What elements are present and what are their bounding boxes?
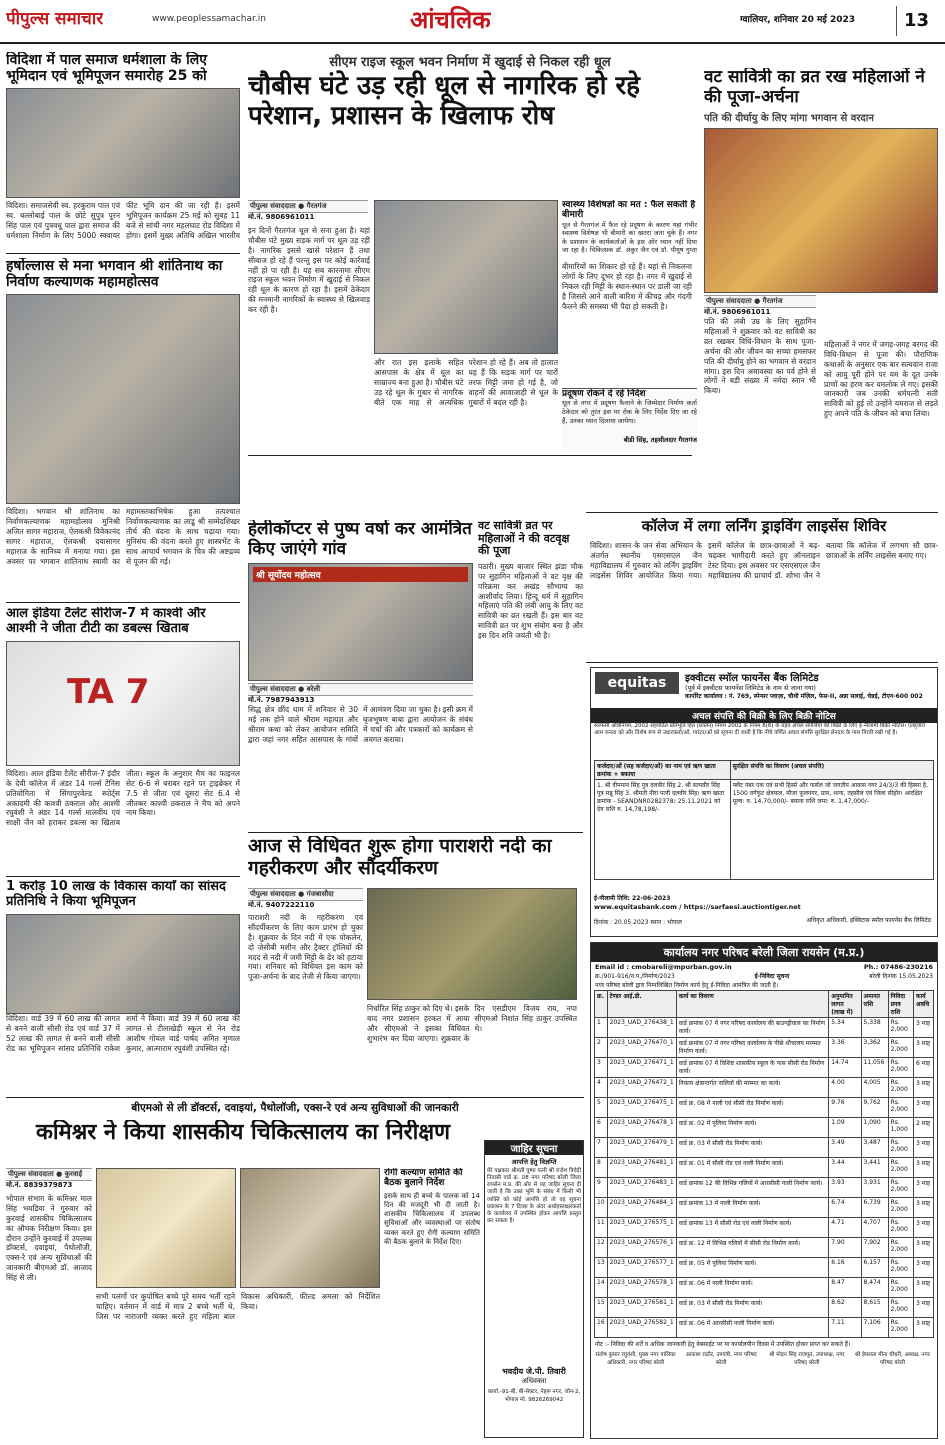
table-cell: 3 माह [914,1098,934,1118]
table-cell: 3,441 [861,1158,888,1178]
table-row [595,1078,934,1098]
banner-text: TA 7 [67,671,150,712]
table-cell: 2023_UAD_276471_1 [607,1058,676,1078]
table-cell: वार्ड क्रमांक 07 में नगर परिषद कार्यालय के पीछे शौचालय मरम्मत निर्माण कार्य। [676,1038,829,1058]
table-cell: 2023_UAD_276483_1 [607,1178,676,1198]
headline: चौबीस घंटे उड़ रही धूल से नागरिक हो रहे परेशान, प्रशासन के खिलाफ रोष [248,71,640,131]
table-cell: 8.47 [829,1278,861,1298]
table-cell: Rs. 2,000 [888,1098,913,1118]
tender-col-header: अमानत राशि [861,991,888,1018]
body: सिद्ध क्षेत्र छींद धाम में शनिवार से 30 मई तक होने वाले श्रीराम महायज्ञ और श्रीराम कथा को लेकर आयोजन समिति द्वारा जहां नगर सहित आसपास के गांवों में आमंत्रण दिया जा चुका है। इसी क्रम में बृजभूषण बाबा द्वारा आयोजन के संबंध में चर्चा की और पत्रकारों को कार्यक्रम से अवगत कराया। [248,705,473,744]
tender-title: कार्यालय नगर परिषद बरेली जिला रायसेन (म.प्र.) [591,943,937,962]
pollution-box [562,388,697,452]
jahir-sign: भवदीय जे.पी. तिवारी [502,1367,566,1376]
article-helicopter [248,520,473,820]
notice-title: अचल संपत्ति की बिक्री के लिए बिक्री नोटिस [591,708,937,723]
article-vat-savitri-1 [478,520,583,830]
notice-table [594,760,934,880]
table-cell: 11,056 [861,1058,888,1078]
article-bhoomipujan [6,880,240,1032]
headline: वट सावित्री व्रत पर महिलाओं ने की वटवृक्ष की पूजा [478,520,570,558]
table-cell: 3.93 [829,1178,861,1198]
table-cell: 4.00 [829,1078,861,1098]
article-shantinath [6,258,240,598]
table-cell: 3 [595,1058,608,1078]
tender-date: बरेली दिनांक 15.05.2023 [869,973,933,980]
table-row [595,1278,934,1298]
table-cell: 2023_UAD_276478_1 [607,1118,676,1138]
table-cell: 11 [595,1218,608,1238]
table-cell: Rs. 2,000 [888,1258,913,1278]
table-cell: 2023_UAD_276575_1 [607,1218,676,1238]
table-cell: Rs. 2,000 [888,1078,913,1098]
body: विदिशा। शासन के जन सेवा अभियान के अंतर्गत स्थानीय एसएसएल जैन महाविद्यालय में गुरुवार को लर्निंग ड्राइविंग लाइसेंस शिविर आयोजित किया गया। इसमें कॉलेज के छात्र-छात्राओं ने बढ़-चढ़कर भागीदारी करते हुए ऑनलाइन टेस्ट दिया। इस अवसर पर एसएसएल जैन महाविद्यालय की प्राचार्य डॉ. शोभा जैन ने बताया कि कॉलेज में लगभग सौ छात्र-छात्राओं के लर्निंग लाइसेंस बनाए गए। [590,541,938,580]
tender-col-header: क्र. [595,991,608,1018]
photo [248,563,473,681]
table-cell: 3.44 [829,1158,861,1178]
photo [6,914,240,1014]
body: पति की लंबी उम्र के लिए सुहागिन महिलाओं ने शुक्रवार को वट सावित्री का व्रत रखकर विधि-विधान के साथ पूजा-अर्चना की और जीवन का सच्चा हमसफर पति की दीर्घायु होने का भगवान से वरदान मांगा। इस दिन अमावस्या का पर्व होने से लोगों ने बड़ी संख्या में नर्मदा स्नान भी किया। [704,317,816,396]
headline: कॉलेज में लगा लर्निंग ड्राइविंग लाइसेंस शिविर [641,518,887,535]
tender-email: Email id : cmobareli@mpurban.gov.in [595,963,732,971]
table-cell: वार्ड क्र. 06 में आरसीसी नाली निर्माण कार्य। [676,1318,829,1338]
table-row [595,1238,934,1258]
table-cell: वार्ड क्र. 05 में पुलिया निर्माण कार्य। [676,1258,829,1278]
auction-date: ई-नीलामी तिथि: 22-06-2023 [594,895,671,902]
tender-notice-label: ई-निविदा सूचना [754,973,790,980]
byline: पीपुल्स संवाददाता ● बरेली [248,683,473,696]
hospital-byline: पीपुल्स संवाददाता ● कुरवाई [6,1168,92,1181]
table-cell: 5.34 [829,1018,861,1038]
table-cell: Rs. 2,000 [888,1238,913,1258]
table-cell: 3 माह [914,1218,934,1238]
tender-note: नोट :- निविदा की शर्तें व अधिक जानकारी हेतु वेबसाईट पर या कार्यालयीन दिवस में उपस्थित होकर प्राप्त कर सकते हैं। [595,1341,851,1348]
body: विदिशा। भगवान श्री शांतिनाथ का निर्वाणकल्याणक महामहोत्सव मुनिश्री अजित सागर महाराज, ऐलकश्री विवेकानंद सागर महाराज, ऐलकश्री दयासागर महाराज के सानिध्य में मनाया गया। इस अवसर पर भगवान शांतिनाथ स्वामी का महामस्तकाभिषेक हुआ तत्पश्चात निर्वाणकल्याणक का लाडू श्री सम्मेदशिखर तीर्थ की वंदना के साथ चढ़ाया गया। मुनिसंघ की वंदना करते हुए शास्त्रभेंट के साथ आचार्य भगवान के चित्र की अष्टद्रव्य से पूजन की गई। [6,507,240,566]
table-cell: 2023_UAD_276577_1 [607,1258,676,1278]
photo [6,88,240,198]
place-date: दिनांक : 20.05.2023 स्थान : भोपाल [594,919,682,926]
box-body: इसके साथ ही बच्चे के पालक को 14 दिन की मजदूरी भी दी जाती है। शासकीय चिकित्सालय में उपलब्ध सुविधाओं और व्यवस्थाओं पर संतोष व्यक्त करते हुए रोगी कल्याण समिति की बैठक बुलाने के निर्देश दिए। [384,1191,480,1246]
table-cell: 2023_UAD_276481_1 [607,1158,676,1178]
jahir-subtitle: आपत्ति हेतु विज्ञप्ति [511,1158,557,1166]
hospital-photo-2 [240,1168,380,1288]
table-cell: वार्ड क्र. 03 में सीसी रोड निर्माण कार्य। [676,1298,829,1318]
mobile: मो.नं. 7987943913 [248,696,315,705]
table-cell: 8.62 [829,1298,861,1318]
section-title: आंचलिक [410,6,491,34]
jahir-sign2: अधिवक्ता [521,1377,547,1385]
table-cell: 3.49 [829,1138,861,1158]
tender-col-header: अनुमानित लागत (लाख में) [829,991,861,1018]
photo [6,641,240,766]
table-cell: वार्ड क्रमांक 13 में नाली निर्माण कार्य। [676,1198,829,1218]
body: विदिशा। आल इंडिया टैलेंट सीरीज-7 इंदौर के देवी कॉलेज में अंडर 14 गर्ल्स टेनिस प्रतियोगिता में सिंगापुरवेल्ड स्पोर्ट्स अकादमी की काश्वी ठकराल और आश्मी रघुवंशी ने अंडर 14 गर्ल्स मालवीय एवं साक्षी जैन को हराकर डबल्स का खिताब जीता। स्कूल के अनुशार मैच का फाइनल सेट 6-6 से बराबर रहने पर ट्राइब्रेकर में 7.5 से जीता एवं दूसरा सेट 6.4 से जीतकर काश्वी ठकराल ने मैच को अपने नाम किया। [6,768,240,828]
table-cell: 2 माह [914,1118,934,1138]
table-cell: Rs. 2,000 [888,1138,913,1158]
article-bhoomipujan-body: विदिशा। वार्ड 39 में 60 लाख की लागत से बनने वाली सीसी रोड एवं वार्ड 37 में 52 लाख की लागत से बनने वाली सीसी रोड का भूमिपूजन सांसद प्रतिनिधि राकेश शर्मा ने किया। वार्ड 39 में 60 लाख की लागत से टीलाखेड़ी स्कूल से नेन रोड आशीष गोयल वार्ड पार्षद अमित मृणाल कुमार, आत्माराम रघुवंशी उपस्थित रहे। [6,1014,240,1053]
hospital-box [384,1168,480,1438]
table-cell: 16 [595,1318,608,1338]
table-cell: 3 माह [914,1178,934,1198]
byline: पीपुल्स संवाददाता ● गैरतगंज [704,295,816,308]
byline: पीपुल्स संवाददाता ● गैरतगंज [248,200,368,213]
bank-name: इक्वीटस स्मॉल फायनेंस बैंक लिमिटेड [685,673,819,684]
table-cell: 4 [595,1078,608,1098]
table-cell: 5,338 [861,1018,888,1038]
table-row [595,1258,934,1278]
table-cell: वार्ड क्र. 01 में सीसी रोड एवं नाली निर्माण कार्य। [676,1158,829,1178]
hospital-body2: सभी पलंगों पर कुपोषित बच्चे पूरे समय भर्ती रहने चाहिए। वर्तमान में वार्ड में मात्र 2 बच्चे भर्ती थे, जिस पर नाराजगी व्यक्त करते हुए महिला बाल विकास अधिकारी, फील्ड अमला को निर्देशित किया। [96,1292,380,1321]
signatory: संतोष कुमार रघुवंशी, मुख्य नगर पालिका अधिकारी, नगर परिषद बरेली [595,1352,676,1366]
jahir-suchna [484,1140,584,1438]
photo [6,294,240,504]
river-mobile: मो.नं. 9407222110 [248,901,315,909]
body2: और रात इस इलाके सहित आसपास के क्षेत्र में धूल का साम्राज्य बना हुआ है। चौबीस घंटे उड़ रहे धूल के गुबार से नागरिक बीते एक माह से अत्यधिक परेशान हो रहे हैं। अब तो हालात यह हैं कि सड़क मार्ग पर चारों तरफ मिट्टी जमा हो गई है, जो वाहनों की आवाजाही से धूल के गुबारों में बदल रही है। [374,358,558,407]
table-cell: वार्ड क्रमांक 12 की विभिन्न गलियों में आरसीसी नाली निर्माण कार्य। [676,1178,829,1198]
banner: श्री सूर्योदय महोत्सव [253,567,468,582]
signatory: श्री हेमलता मीना चौधरी, अध्यक्ष, नगर परिषद बरेली [854,1352,930,1366]
table-cell: 2023_UAD_276578_1 [607,1278,676,1298]
mobile: मो.नं. 9806961011 [248,213,315,221]
table-cell: Rs. 2,000 [888,1318,913,1338]
equitas-notice [590,667,938,937]
table-cell: 3 माह [914,1078,934,1098]
body3: बीमारियों का शिकार हो रहे हैं। यहां से निकलना लोगों के लिए दूभर हो रहा है। नगर में खुदाई से निकल रही मिट्टी के स्थान-स्थान पर डाली जा रही है जिससे आने वाली बारिश में कीचड़ और गंदगी फैलने की समस्या भी पैदा हो सकती है। [562,262,692,311]
table-cell: 6,157 [861,1258,888,1278]
table-cell: 7 [595,1138,608,1158]
table-cell: 1,090 [861,1118,888,1138]
jahir-body: मेरे पक्षकार श्रीमती पुष्पा पत्नी श्री राजेश त्रिवेदी निवासी वार्ड क्र. 08 नगर परिषद बरेली जिला रायसेन म.प्र. की ओर से यह जाहिर सूचना दी जाती है कि उक्त भूमि के संबंध में किसी भी व्यक्ति को कोई आपत्ति हो तो वह सूचना प्रकाशन के 7 दिवस के अंदर अधोहस्ताक्षरकर्ता के कार्यालय में उपस्थित होकर आपत्ति प्रस्तुत कर सकता है। [487,1168,581,1224]
table-cell: 2023_UAD_276438_1 [607,1018,676,1038]
page-number: 13 [896,6,936,36]
table-cell: 14.74 [829,1058,861,1078]
tender-phone: Ph.: 07486-230216 [863,963,933,971]
table-cell: 3,931 [861,1178,888,1198]
box-body: धूल से नगर में प्रदूषण फैलाने के जिम्मेदार निर्माण कर्ता ठेकेदार को तुरंत इस पर रोक के लिए निर्देश दिए जा रहे हैं, उनका ध्यान दिलाया जायेगा। [562,399,697,425]
table-cell: वार्ड क्रमांक 13 में सीसी रोड एवं नाली निर्माण कार्य। [676,1218,829,1238]
jahir-addr: कार्या.-91-बी, बी-सेक्टर, नेहरू नगर, जोन-2, भोपाल मो. 9826269042 [487,1389,581,1403]
table-cell: निकाय क्षेत्रान्तर्गत नालियों की मरम्मत का कार्य। [676,1078,829,1098]
river-byline: पीपुल्स संवाददाता ● गंजबासौदा [248,888,363,901]
box-head: रोगी कल्याण समिति की बैठक बुलाने निर्देश [384,1168,463,1189]
table-cell: 6.16 [829,1258,861,1278]
notice-body: सरफेसी अधिनियम, 2002 सहपठित प्रतिभूति हित (प्रवर्तन) नियम 2002 के नियम 8(6) के तहत अचल संपत्तियों की बिक्री के लिए ई-नीलामी बिक्री नोटिस। एतद्द्वारा आम जनता को और विशेष रूप से उधारकर्ता/ओं, गारंटर/ओं को सूचना दी जाती है कि नीचे वर्णित अचल संपत्ति सुरक्षित लेनदार के पास गिरवी रखी गई है। [594,723,925,737]
headline: आल इंडिया टैलेंट सीरीज-7 में काश्वी और आश्मी ने जीता टीटी का डबल्स खिताब [6,607,206,636]
table-cell: वार्ड क्र. 08 में नाली एवं सीसी रोड निर्माण कार्य। [676,1098,829,1118]
table-row [595,1158,934,1178]
tender-intro: नगर परिषद बरेली द्वारा निम्नलिखित निर्माण कार्य हेतु ई-निविदा आमंत्रित की जाती है। [595,982,779,989]
kicker: पति की दीर्घायु के लिए मांगा भगवान से वरदान [704,113,874,125]
table-cell: 3 माह [914,1158,934,1178]
table-row [595,1138,934,1158]
brand-logo: पीपुल्स समाचार [6,9,104,29]
headline: विदिशा में पाल समाज धर्मशाला के लिए भूमिदान एवं भूमिपूजन समारोह 25 को [6,52,208,85]
table-row [595,1058,934,1078]
table-cell: 14 [595,1278,608,1298]
table-cell: 6 [595,1118,608,1138]
table-cell: 2023_UAD_276475_1 [607,1098,676,1118]
table-cell: 7.90 [829,1238,861,1258]
table-cell: वार्ड क्र. 02 में पुलिया निर्माण कार्य। [676,1118,829,1138]
table-row [595,1018,934,1038]
table-cell: वार्ड क्रमांक 07 में विशिष्ट शासकीय स्कूल के पास सीसी रोड निर्माण कार्य। [676,1058,829,1078]
table-cell: 4,005 [861,1078,888,1098]
table-cell: 3 माह [914,1018,934,1038]
vat2-body2: महिलाओं ने नगर में जगह-जगह बरगद की विधि-विधान से पूजा की। पौराणिक कथाओं के अनुसार एक बार सत्यवान राजा को आयु पूरी होने पर यम के दूत उनके प्राणों का हरण कर यमलोक ले गए। इसकी जानकारी जब उनकी धर्मपत्नी सती सावित्री को हुई तो उन्होंने यमराज से लड़ते हुए अपने पति के जीवन को बचा लिया। [824,340,938,419]
table-cell: 2023_UAD_276484_1 [607,1198,676,1218]
article-table-tennis [6,607,240,872]
body1: इन दिनों गैरतगंज धूल से सना हुआ है। यहां चौबीस घंटे मुख्य सड़क मार्ग पर धूल उड़ रही है। नागरिक इससे खासे परेशान हैं तथा सीबाज हो रहे हैं परन्तु इस पर कोई कार्रवाई नहीं हो पा रही है। यह सब कारनामा सीएम राइज स्कूल भवन निर्माण में खुदाई से निकल रही धूल के कारण हो रहा है। इसमें ठेकेदार की मनमानी नागरिकों के स्वास्थ्य से खिलवाड़ कर रही है। [248,226,370,315]
table-cell: 15 [595,1298,608,1318]
river-body: पाराशरी नदी के गहरीकरण एवं सौंदर्यीकरण के लिए काम प्रारंभ हो चुका है। शुक्रवार के दिन नदी में एक पोकलेन, दो जेसीबी मशीन और ट्रैक्टर ट्रॉलियों की मदद से नदी में जमी मिट्टी के ढेर को हटाया गया। शनिवार को विधिवत इस काम को पूजा-अर्चना के बाद तेजी से किया जाएगा। [248,913,363,982]
river-photo [367,888,577,1000]
article-pal-samaj [6,52,240,250]
equitas-logo: equitas [595,672,679,694]
headline: हेलीकॉप्टर से पुष्प वर्षा कर आमंत्रित किए जाएंगे गांव [248,520,472,559]
site-url: www.peoplessamachar.in [152,14,266,24]
issue-date: ग्वालियर, शनिवार 20 मई 2023 [740,15,855,25]
hospital-body: भोपाल संभाग के कमिश्नर माल सिंह भयडिया ने गुरुवार को कुरवाई शासकीय चिकित्सालय का औचक निरीक्षण किया। इस दौरान उन्होंने कुरवाई में उपलब्ध डॉक्टर्स, दवाइयां, पैथोलॉजी, एक्स-रे एवं अन्य सुविधाओं की जानकारी बीएमओ डॉ. आजाद सिंह से ली। [6,1194,92,1283]
col1-header: कर्जदार/ओं (सह कर्जदार/ओं) का नाम एवं ऋण खाता क्रमांक + बकाया [595,761,731,780]
table-cell: 3 माह [914,1138,934,1158]
tender-col-header: कार्य अवधि [914,991,934,1018]
table-cell: 3 माह [914,1198,934,1218]
side-head: स्वास्थ्य विशेषज्ञों का मत : फैल सकती है बीमारी [562,200,696,221]
table-cell: Rs. 2,000 [888,1158,913,1178]
table-cell: 1 [595,1018,608,1038]
table-cell: Rs. 1,000 [888,1118,913,1138]
table-cell: 3 माह [914,1278,934,1298]
table-row [595,1198,934,1218]
table-cell: 3 माह [914,1298,934,1318]
auction-site: www.equitasbank.com / https://sarfaesi.auctiontiger.net [594,903,801,911]
table-cell: वार्ड क्र. 06 में नाली निर्माण कार्य। [676,1278,829,1298]
property-cell: फ्लैट नंबर एक एवं सभी हिस्से और पार्सल जो जगतीय आवास नगर 24/3/3 की हिस्सा है, 1500 वर्गफुट क्षेत्रफल, मौजा फूलनगर, ग्राम, थाना, तहसील एवं जिला सीहोर। आरक्षित मूल्य: रु. 14,70,000/- बयाना राशि जमा: रु. 1,47,000/- [730,780,933,880]
table-cell: 3,362 [861,1038,888,1058]
tender-notice [590,942,938,1439]
table-cell: 4,707 [861,1218,888,1238]
hospital-headline: कमिश्नर ने किया शासकीय चिकित्सालय का निरीक्षण [35,1120,451,1145]
table-cell: 2023_UAD_276472_1 [607,1078,676,1098]
table-cell: 3 माह [914,1238,934,1258]
table-row [595,1218,934,1238]
table-cell: 3 माह [914,1038,934,1058]
kicker: सीएम राइज स्कूल भवन निर्माण में खुदाई से निकल रही धूल [329,55,611,70]
headline: वट सावित्री का व्रत रख महिलाओं ने की पूजा-अर्चना [704,68,925,107]
table-cell: वार्ड क्रमांक 07 में नगर परिषद कार्यालय की बाउण्ड्रीवाल का निर्माण कार्य। [676,1018,829,1038]
table-cell: 2023_UAD_276479_1 [607,1138,676,1158]
table-row [595,1298,934,1318]
table-cell: वार्ड क्र. 12 में विभिन्न गलियों में सीसी रोड निर्माण कार्य। [676,1238,829,1258]
table-cell: Rs. 2,000 [888,1178,913,1198]
side-body: धूल से गैरतगंज में फैल रहे प्रदूषण के कारण यहां गंभीर स्वास्थ्य विशेषज्ञ भी बीमारी का खतरा जता चुके हैं। नगर के प्रशासन के कार्यकर्ताओं के इस ओर ध्यान नहीं दिया जा रहा है। चिकित्सक डॉ. अंकुर जैन एवं डॉ. पीयूष गुप्ता [562,220,697,255]
jahir-title: जाहिर सूचना [485,1141,583,1155]
river-body2: निर्धारित सिंह ठाकुर को दिए थे। इसके बाद नगर प्रशासन हरकत में आया और सीएमओ ने इसका विधिवत शुभारंभ कर दिया जाएगा। शुक्रवार के दिन एसडीएम विजय राय, नपा सीएमओ निशांत सिंह ठाकुर उपस्थित थे। [367,1004,577,1043]
tender-table [594,990,934,1338]
mobile: मो.नं. 9806961011 [704,308,771,317]
tender-ref: क्र./901-916/न.प./निर्माण/2023 [595,973,675,980]
article-college [590,518,938,660]
table-cell: 2023_UAD_276582_1 [607,1318,676,1338]
table-cell: 13 [595,1258,608,1278]
table-cell: Rs. 2,000 [888,1198,913,1218]
table-cell: 2023_UAD_276581_1 [607,1298,676,1318]
table-cell: 3 माह [914,1258,934,1278]
col2-header: सुरक्षित संपत्ति का विवरण (अचल संपत्ति) [730,761,933,780]
table-cell: 9,762 [861,1098,888,1118]
table-cell: Rs. 2,000 [888,1018,913,1038]
table-cell: 9.76 [829,1098,861,1118]
masthead [0,0,945,44]
table-cell: 8 [595,1158,608,1178]
table-cell: 7,902 [861,1238,888,1258]
table-cell: 7.11 [829,1318,861,1338]
table-cell: 4.71 [829,1218,861,1238]
table-row [595,1038,934,1058]
table-cell: 5 [595,1098,608,1118]
hospital-mobile: मो.नं. 8839379873 [6,1181,73,1189]
dust-photo [374,200,558,354]
table-cell: वार्ड क्र. 03 में सीसी रोड निर्माण कार्य। [676,1138,829,1158]
table-cell: 8,474 [861,1278,888,1298]
box-sign: बीडी सिंह, तहसीलदार गैरतगंज [623,436,697,445]
table-cell: 1.09 [829,1118,861,1138]
headline: 1 करोड़ 10 लाख के विकास कार्यों का सांसद प्रतिनिधि ने किया भूमिपूजन [6,880,226,909]
table-cell: Rs. 2,000 [888,1278,913,1298]
expert-box [562,200,697,260]
table-cell: 2023_UAD_276470_1 [607,1038,676,1058]
table-cell: 8,615 [861,1298,888,1318]
body: विदिशा। समाजसेवी स्व. हरकूराम पाल एवं स्व. बल्लोबाई पाल के छोटे सुपुत्र पूरन सिंह पाल एवं पुत्रवधू पाल द्वारा समाज की धर्मशाला निर्माण के लिए 5000 स्क्वायर फीट भूमि दान की जा रही है। इसमें भूमिपूजन कार्यक्रम 25 मई को सुबह 11 बजे से सांची नगर महलघाट रोड विदिशा में होगा। इसमें मुख्य अतिथि अखिल भारतीय [6,201,240,240]
body: पठारी। मुख्य बाजार स्थित झंडा चौक पर सुहागिन महिलाओं ने वट वृक्ष की परिक्रमा कर अखंड सौभाग्य का आशीर्वाद लिया। हिन्दू धर्म में सुहागिन महिलाएं पति की लंबी आयु के लिए वट सावित्री का व्रत रखती हैं। इस बार वट सावित्री व्रत पर शुभ संयोग बना है और इस दिन शनि जयंती भी है। [478,561,583,641]
table-cell: 12 [595,1238,608,1258]
table-cell: Rs. 2,000 [888,1298,913,1318]
table-cell: Rs. 2,000 [888,1058,913,1078]
table-cell: 7,106 [861,1318,888,1338]
table-cell: 3.36 [829,1038,861,1058]
headline: आज से विधिवत शुरू होगा पाराशरी नदी का गहरीकरण और सौंदर्यीकरण [248,836,552,879]
table-cell: 3,487 [861,1138,888,1158]
table-cell: 3 माह [914,1318,934,1338]
table-row [595,1318,934,1338]
headline: हर्षोल्लास से मना भगवान श्री शांतिनाथ का निर्वाण कल्याणक महामहोत्सव [6,258,223,291]
table-cell: 2 [595,1038,608,1058]
tender-col-header: टेण्डर आई.डी. [607,991,676,1018]
table-cell: 9 [595,1178,608,1198]
hospital-photo-1 [96,1168,236,1288]
signatory: आकाश राठौर, उपयंत्री, नगर परिषद बरेली [685,1352,757,1366]
signatory: श्री मोहन सिंह राजपूत, उपाध्यक्ष, नगर परिषद बरेली [769,1352,845,1366]
table-row [595,1178,934,1198]
bank-addr: कार्पोरेट कार्यालय : नं. 769, स्पेन्सर प्लाज़ा, चौथी मंज़िल, फेस-II, अन्ना सलाई, चेन्नई, टीएन-600 002 [685,693,923,700]
bank-sub: (पूर्व में इक्वीटस फायनेंस लिमिटेड के नाम से जाना गया) [685,684,816,692]
photo [704,128,938,293]
tender-col-header: निविदा प्रपत्र राशि [888,991,913,1018]
table-row [595,1098,934,1118]
table-cell: 6 माह [914,1058,934,1078]
table-cell: Rs. 2,000 [888,1218,913,1238]
tender-col-header: कार्य का विवरण [676,991,829,1018]
table-cell: 6.74 [829,1198,861,1218]
table-cell: 10 [595,1198,608,1218]
hospital-kicker: बीएमओ से ली डॉक्टर्स, दवाइयां, पैथोलॉजी, एक्स-रे एवं अन्य सुविधाओं की जानकारी [131,1102,459,1114]
auth-sign: अधिकृत अधिकारी, इक्विटास स्मॉल फायनेंस बैंक लिमिटेड [806,917,931,924]
table-cell: 6,739 [861,1198,888,1218]
box-head: प्रदूषण रोकने दे रहे निर्देश [562,389,646,399]
table-row [595,1118,934,1138]
table-cell: Rs. 2,000 [888,1038,913,1058]
borrower-cell: 1. श्री दीपमान सिंह पुत्र दलवीर सिंह 2. श्री सत्यवीर सिंह पुत्र मन्नू सिंह 3. श्रीमती नीरा पत्नी दलवीर सिंह। ऋण खाता क्रमांक - SEANDNR0282378। 25.11.2021 को देय राशि रु. 14,78,198/- [595,780,731,880]
table-cell: 2023_UAD_276576_1 [607,1238,676,1258]
